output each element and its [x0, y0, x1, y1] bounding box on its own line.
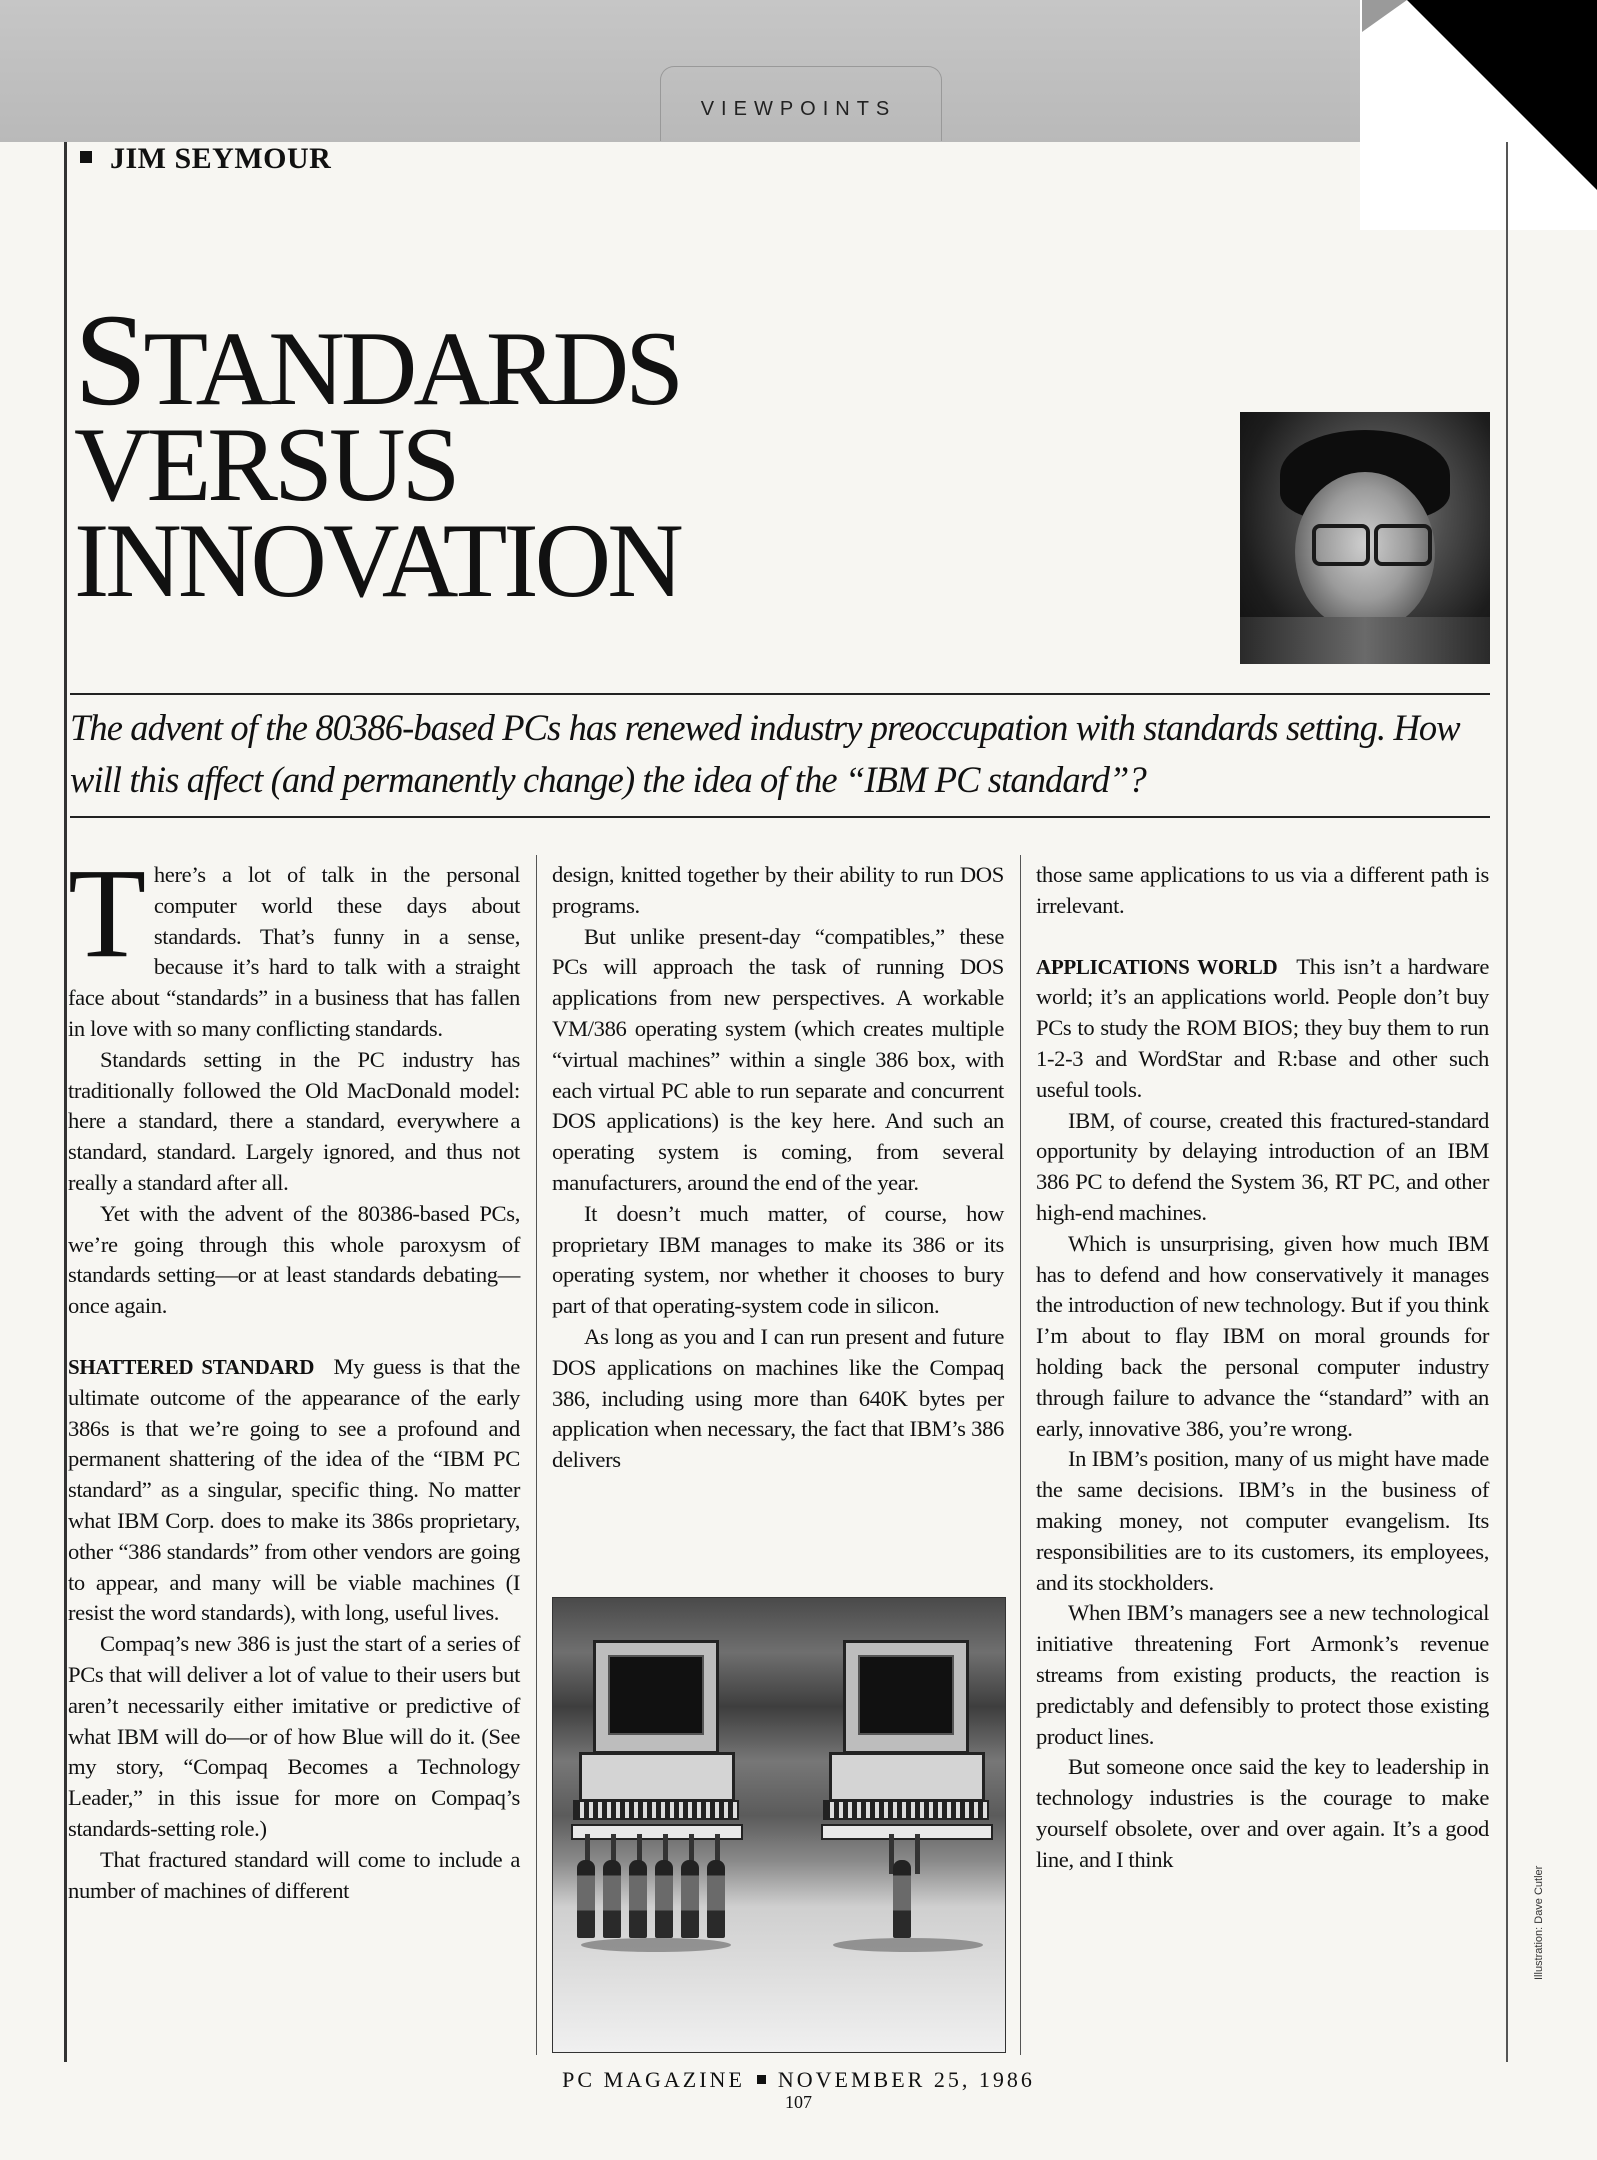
article-paragraph: [68, 1352, 520, 1629]
article-paragraph: [68, 842, 520, 1045]
paragraph-text: Standards setting in the PC industry has traditionally followed the Old MacDonald model: here a standard, there a standard, everywhere a standard, standard. Largely ignored, and thus not really a standard after all.: [68, 1046, 520, 1195]
article-subhead: SHATTERED STANDARD: [68, 1354, 315, 1379]
illustration-cpu: [579, 1752, 735, 1802]
illustration-figure: [893, 1860, 911, 1938]
article-paragraph: [552, 1199, 1004, 1322]
article-paragraph: [68, 1845, 520, 1907]
illustration-figure: [681, 1860, 699, 1938]
article-paragraph: [1036, 1444, 1489, 1598]
paragraph-text: It doesn’t much matter, of course, how proprietary IBM manages to make its 386 or its operating system, nor whether it chooses to bury part of that operating-system code in silicon.: [552, 1200, 1004, 1319]
column-rule: [1020, 855, 1021, 2055]
paragraph-text: My guess is that the ultimate outcome of the appearance of the early 386s is that we’re going to see a profound and permanent shattering of the idea of the “IBM PC standard” as a singular, specific thing. No matter what IBM Corp. does to make its 386s proprietary, other “386 standards” from other vendors are going to appear, and many will be viable machines (I resist the word standards), with long, useful lives.: [68, 1353, 520, 1626]
article-subhead: APPLICATIONS WORLD: [1036, 954, 1278, 979]
paragraph-text: As long as you and I can run present and future DOS applications on machines like the Compaq 386, including using more than 640K bytes per application when necessary, the fact that IBM’s 386 delivers: [552, 1323, 1004, 1473]
headline-line: VERSUS: [74, 406, 457, 523]
byline: [80, 142, 331, 176]
illustration-monitor: [843, 1640, 969, 1754]
headline: [74, 286, 681, 619]
author-photo: [1240, 412, 1490, 664]
headline-rest: TANDARDS: [143, 310, 681, 427]
paragraph-text: those same applications to us via a different path is irrelevant.: [1036, 862, 1489, 918]
article-paragraph: [1036, 1598, 1489, 1752]
headline-initial: S: [74, 286, 144, 433]
illustration-screen: [858, 1655, 954, 1735]
article-paragraph: [1036, 952, 1489, 1106]
footer-date: NOVEMBER 25, 1986: [777, 2067, 1035, 2092]
illustration-monitor: [593, 1640, 719, 1754]
illustration-figure: [577, 1860, 595, 1938]
article-paragraph: [68, 1199, 520, 1322]
corner-tab-shadow: [1362, 0, 1407, 32]
paragraph-text: Which is unsurprising, given how much IBM has to defend and how conservatively it manages the introduction of new technology. But if you think I’m about to flay IBM on moral grounds for holding back the personal computer industry through failure to advance the “standard” with an early, innovative 386, you’re wrong.: [1036, 1230, 1489, 1441]
paragraph-text: design, knitted together by their ability to run DOS programs.: [552, 862, 1004, 918]
section-label: VIEWPOINTS: [700, 98, 897, 120]
article-paragraph: [1036, 860, 1489, 922]
article-paragraph: [1036, 1106, 1489, 1229]
paragraph-text: This isn’t a hardware world; it’s an applications world. People don’t buy PCs to study the ROM BIOS; they buy them to run 1-2-3 and WordStar and R:base and other such useful tools.: [1036, 953, 1490, 1102]
byline-author: JIM SEYMOUR: [110, 142, 332, 175]
footer-magazine: PC MAGAZINE: [562, 2067, 745, 2092]
photo-jacket: [1240, 617, 1490, 664]
illustration-figure: [655, 1860, 673, 1938]
illustration-screen: [608, 1655, 704, 1735]
paragraph-text: But someone once said the key to leadership in technology industries is the courage to make yourself obsolete, over and over again. It’s a good line, and I think: [1036, 1754, 1489, 1872]
paragraph-text: Yet with the advent of the 80386-based PCs, we’re going through this whole paroxysm of standards setting—or at least standards debating—once again.: [68, 1200, 520, 1319]
illustration-cpu: [829, 1752, 985, 1802]
article-paragraph: [1036, 1752, 1489, 1875]
article-paragraph: [552, 860, 1004, 922]
headline-line: INNOVATION: [74, 502, 680, 619]
paragraph-text: IBM, of course, created this fractured-standard opportunity by delaying introduction of an IBM 386 PC to defend the System 36, RT PC, and other high-end machines.: [1036, 1107, 1489, 1225]
page-footer: [0, 2067, 1597, 2093]
photo-glasses: [1374, 524, 1432, 566]
paragraph-text: But unlike present-day “compatibles,” these PCs will approach the task of running DOS applications from new perspectives. A workable VM/386 operating system (which creates multiple “virtual machines” within a single 386 box, with each virtual PC able to run separate and concurrent DOS applications) is the key here. And such an operating system is coming, from several manufacturers, around the end of the year.: [552, 923, 1004, 1195]
illustration-credit: Illustration: Dave Cutler: [1533, 1865, 1545, 1980]
article-paragraph: [68, 1045, 520, 1199]
article-paragraph: [1036, 1229, 1489, 1445]
deck-rule-top: [70, 693, 1490, 695]
article-paragraph: [552, 922, 1004, 1199]
illustration-shadow: [833, 1938, 983, 1952]
illustration-figure: [629, 1860, 647, 1938]
drop-cap: T: [68, 842, 146, 984]
right-margin-rule: [1506, 142, 1508, 2062]
paragraph-text: That fractured standard will come to include a number of machines of different: [68, 1846, 520, 1903]
article-column-2: [552, 860, 1004, 1476]
article-paragraph: [552, 1322, 1004, 1476]
left-margin-rule: [64, 142, 67, 2062]
bullet-icon: [757, 2075, 766, 2084]
illustration: [552, 1597, 1006, 2053]
article-paragraph: [68, 1629, 520, 1845]
deck: The advent of the 80386-based PCs has renewed industry preoccupation with standards setting. How will this affect (and permanently change) the idea of the “IBM PC standard”?: [70, 707, 1460, 800]
paragraph-text: here’s a lot of talk in the personal computer world these days about standards. That’s funny in a sense, because it’s hard to talk with a straight face about “standards” in a business that has fallen in love with so many conflicting standards.: [68, 862, 520, 1041]
corner-tab-black-triangle: [1407, 0, 1597, 190]
bullet-icon: [80, 151, 92, 163]
article-column-3: [1036, 860, 1489, 1876]
paragraph-text: In IBM’s position, many of us might have made the same decisions. IBM’s in the business of making money, not computer evangelism. Its responsibilities are to its customers, its employees, and its stockholders.: [1036, 1446, 1489, 1595]
illustration-figure: [707, 1860, 725, 1938]
page-number: 107: [785, 2092, 812, 2112]
photo-glasses: [1312, 524, 1370, 566]
paragraph-text: Compaq’s new 386 is just the start of a series of PCs that will deliver a lot of value to their users but aren’t necessarily either imitative or predictive of what IBM will do—or of how Blue will do it. (See my story, “Compaq Becomes a Technology Leader,” in this issue for more on Compaq’s standards-setting role.): [68, 1631, 520, 1841]
illustration-arm: [915, 1834, 920, 1874]
illustration-keyboard: [573, 1800, 739, 1820]
paragraph-text: When IBM’s managers see a new technological initiative threatening Fort Armonk’s revenue streams from existing products, the reaction is predictably and defensibly to protect those existing product lines.: [1036, 1600, 1489, 1749]
illustration-keyboard: [823, 1800, 989, 1820]
illustration-platform: [821, 1824, 993, 1840]
illustration-figure: [603, 1860, 621, 1938]
article-column-1: [68, 842, 520, 1906]
headline-line: [74, 286, 681, 433]
column-rule: [536, 855, 537, 2055]
deck-rule-bottom: [70, 816, 1490, 818]
illustration-shadow: [581, 1938, 731, 1952]
